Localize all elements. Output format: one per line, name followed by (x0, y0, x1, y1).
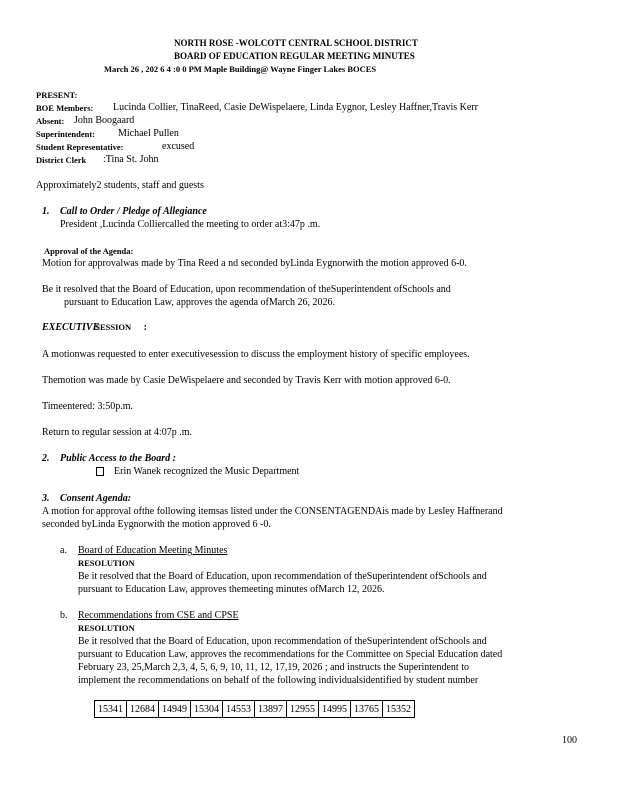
student-number-table (94, 700, 415, 718)
approval-resolution-1: Be it resolved that the Board of Education, upon recommendation of theSuperintendent ofSchools and (42, 284, 451, 295)
superintendent-label: Superintendent: (36, 129, 96, 139)
absent-label: Absent: (36, 116, 65, 126)
exec-time-entered: Timeentered: 3:50p.m. (42, 401, 134, 412)
exec-return: Return to regular session at 4:07p .m. (42, 427, 192, 438)
district-clerk-value: :Tina St. John (103, 154, 159, 165)
student-rep-label: Student Representative: (36, 142, 124, 152)
sub-b-title: Recommendations from CSE and CPSE (78, 610, 239, 621)
boe-members-value: Lucinda Collier, TinaReed, Casie DeWispelaere, Linda Eygnor, Lesley Haffner,Travis Kerr (113, 102, 478, 113)
page-number: 100 (562, 735, 577, 746)
superintendent-value: Michael Pullen (118, 128, 179, 139)
sub-a-title: Board of Education Meeting Minutes (78, 545, 228, 556)
district-clerk-label: District Clerk (36, 155, 87, 165)
item-1-text: President ,Lucinda Colliercalled the meeting to order at3:47p .m. (60, 219, 321, 230)
approval-motion: Motion for approvalwas made by Tina Reed a nd seconded byLinda Eygnorwith the motion approved 6-0. (42, 258, 467, 269)
table-cell: 13897 (255, 701, 287, 718)
item-2-title: Public Access to the Board : (60, 453, 177, 464)
item-3-line-2: seconded byLinda Eygnorwith the motion approved 6 -0. (42, 519, 271, 530)
table-cell: 12684 (127, 701, 159, 718)
table-cell: 15304 (191, 701, 223, 718)
student-rep-value: excused (162, 141, 195, 152)
present-label: PRESENT: (36, 90, 78, 100)
exec-motion: A motionwas requested to enter executivesession to discuss the employment history of specific employees. (42, 349, 470, 360)
absent-value: John Boogaard (74, 115, 135, 126)
table-cell: 13765 (351, 701, 383, 718)
item-3-line-1: A motion for approval ofthe following itemsas listed under the CONSENTAGENDAis made by Lesley Haffnerand (42, 506, 503, 517)
exec-title-word-2: SESSION (95, 322, 132, 332)
table-cell: 15352 (383, 701, 415, 718)
boe-members-label: BOE Members: (36, 103, 94, 113)
item-3-title: Consent Agenda: (60, 493, 132, 504)
table-cell: 14553 (223, 701, 255, 718)
sub-b-line-4: implement the recommendations on behalf of the following individualsidentified by student number (78, 675, 479, 686)
bullet-box-icon (96, 467, 104, 476)
sub-a-resolution-label: RESOLUTION (78, 558, 135, 568)
sub-a-line-1: Be it resolved that the Board of Education, upon recommendation of theSuperintendent ofSchools and (78, 571, 487, 582)
header-line-2: BOARD OF EDUCATION REGULAR MEETING MINUTES (174, 51, 415, 61)
header-line-1: NORTH ROSE -WOLCOTT CENTRAL SCHOOL DISTRICT (174, 38, 418, 48)
sub-b-line-3: February 23, 25,March 2,3, 4, 5, 6, 9, 10, 11, 12, 17,19, 2026 ; and instructs the Superintendent to (78, 662, 469, 673)
table-row (95, 701, 415, 718)
sub-b-resolution-label: RESOLUTION (78, 623, 135, 633)
table-cell: 14995 (319, 701, 351, 718)
approval-resolution-2: pursuant to Education Law, approves the agenda ofMarch 26, 2026. (64, 297, 335, 308)
sub-b-line-2: pursuant to Education Law, approves the recommendations for the Committee on Special Education dated (78, 649, 503, 660)
item-2-number: 2. (42, 453, 50, 464)
table-cell: 15341 (95, 701, 127, 718)
header-line-3: March 26 , 202 6 4 :0 0 PM Maple Building@ Wayne Finger Lakes BOCES (104, 64, 377, 74)
table-cell: 14949 (159, 701, 191, 718)
attendance-text: Approximately2 students, staff and guests (36, 180, 204, 191)
item-3-number: 3. (42, 493, 50, 504)
sub-b-line-1: Be it resolved that the Board of Education, upon recommendation of theSuperintendent ofSchools and (78, 636, 487, 647)
exec-title (42, 323, 147, 333)
exec-title-word: EXECUTIVE (42, 322, 100, 333)
item-2-bullet (96, 467, 104, 477)
table-cell: 12955 (287, 701, 319, 718)
exec-second: Themotion was made by Casie DeWispelaere and seconded by Travis Kerr with motion approved 6-0. (42, 375, 451, 386)
sub-b-letter: b. (60, 610, 68, 621)
sub-a-line-2: pursuant to Education Law, approves themeeting minutes ofMarch 12, 2026. (78, 584, 385, 595)
approval-label: Approval of the Agenda: (44, 246, 134, 256)
exec-title-colon: : (143, 322, 148, 333)
sub-a-letter: a. (60, 545, 67, 556)
item-1-title: Call to Order / Pledge of Allegiance (60, 206, 207, 217)
item-1-number: 1. (42, 206, 50, 217)
item-2-bullet-text: Erin Wanek recognized the Music Department (114, 466, 300, 477)
